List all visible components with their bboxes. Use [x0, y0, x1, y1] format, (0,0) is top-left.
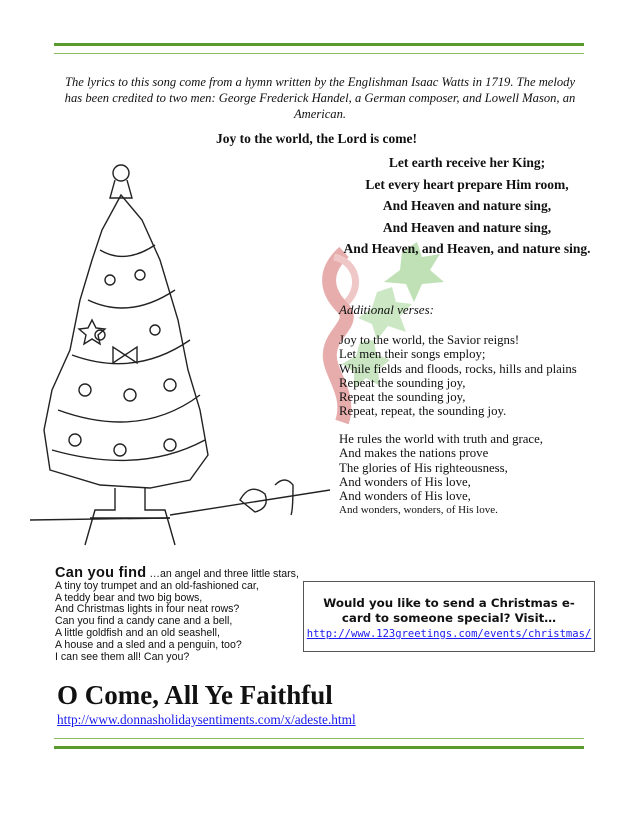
top-rule-thin — [54, 53, 584, 54]
next-song-link[interactable]: http://www.donnasholidaysentiments.com/x/adeste.html — [57, 712, 356, 727]
verse-line: Repeat the sounding joy, — [339, 390, 466, 405]
lyrics-first-line: Joy to the world, the Lord is come! — [216, 131, 417, 146]
verse-line: The glories of His righteousness, — [339, 460, 508, 475]
bow-icon — [113, 347, 137, 363]
floor-line — [30, 490, 330, 520]
top-rule-thick — [54, 43, 584, 46]
verse-line: Let men their songs employ; — [339, 347, 486, 362]
verse-line: And wonders of His love, — [339, 489, 471, 504]
verse-line: And makes the nations prove — [339, 446, 489, 461]
additional-verses-label: Additional verses: — [339, 302, 434, 317]
verse-line: He rules the world with truth and grace, — [339, 432, 543, 446]
verse-1 — [339, 333, 577, 419]
can-you-find-heading-tail: …an angel and three little stars, — [146, 568, 299, 580]
lyrics-chorus — [340, 152, 594, 260]
can-you-find-poem — [55, 565, 305, 663]
chorus-line: Let earth receive her King; — [388, 155, 546, 170]
verse-line: Joy to the world, the Savior reigns! — [339, 333, 520, 347]
poem-line: And Christmas lights in four neat rows? — [55, 603, 240, 616]
angel-icon — [113, 165, 129, 181]
can-you-find-heading: Can you find — [55, 565, 147, 581]
ecard-question: Would you like to send a Christmas e-card to someone special? Visit… — [323, 596, 575, 625]
tree-outline — [44, 195, 208, 488]
intro-paragraph: The lyrics to this song come from a hymn written by the Englishman Isaac Watts in 1719. The melody has been credited to two men: George Frederick Handel, a German composer, and Lowell Mason, an American. — [64, 75, 576, 121]
poem-line: A tiny toy trumpet and an old-fashioned car, — [55, 579, 259, 592]
poem-line: A teddy bear and two big bows, — [55, 591, 203, 604]
poem-line: A house and a sled and a penguin, too? — [55, 638, 242, 651]
verse-2 — [339, 432, 543, 518]
chorus-line: And Heaven and nature sing, — [382, 219, 552, 235]
next-song-title: O Come, All Ye Faithful — [57, 680, 333, 710]
bottom-rule-thick — [54, 746, 584, 749]
tree-stand — [85, 488, 175, 545]
christmas-tree-illustration — [30, 150, 330, 550]
poem-line: Can you find a candy cane and a bell, — [55, 615, 233, 628]
poem-line: A little goldfish and an old seashell, — [55, 626, 220, 639]
verse-line: Repeat the sounding joy, — [339, 375, 466, 390]
ecard-box — [303, 581, 595, 652]
chorus-line: And Heaven and nature sing, — [382, 198, 552, 213]
bottom-rule-thin — [54, 738, 584, 739]
chorus-line: Let every heart prepare Him room, — [365, 176, 569, 192]
poem-line: I can see them all! Can you? — [55, 650, 190, 663]
chorus-line: And Heaven, and Heaven, and nature sing. — [343, 241, 591, 256]
ecard-link[interactable]: http://www.123greetings.com/events/christmas/ — [306, 628, 592, 640]
verse-line: While fields and floods, rocks, hills and plains — [339, 361, 577, 376]
verse-line: And wonders, wonders, of His love. — [339, 504, 498, 517]
verse-line: Repeat, repeat, the sounding joy. — [339, 404, 507, 419]
verse-line: And wonders of His love, — [339, 474, 471, 489]
